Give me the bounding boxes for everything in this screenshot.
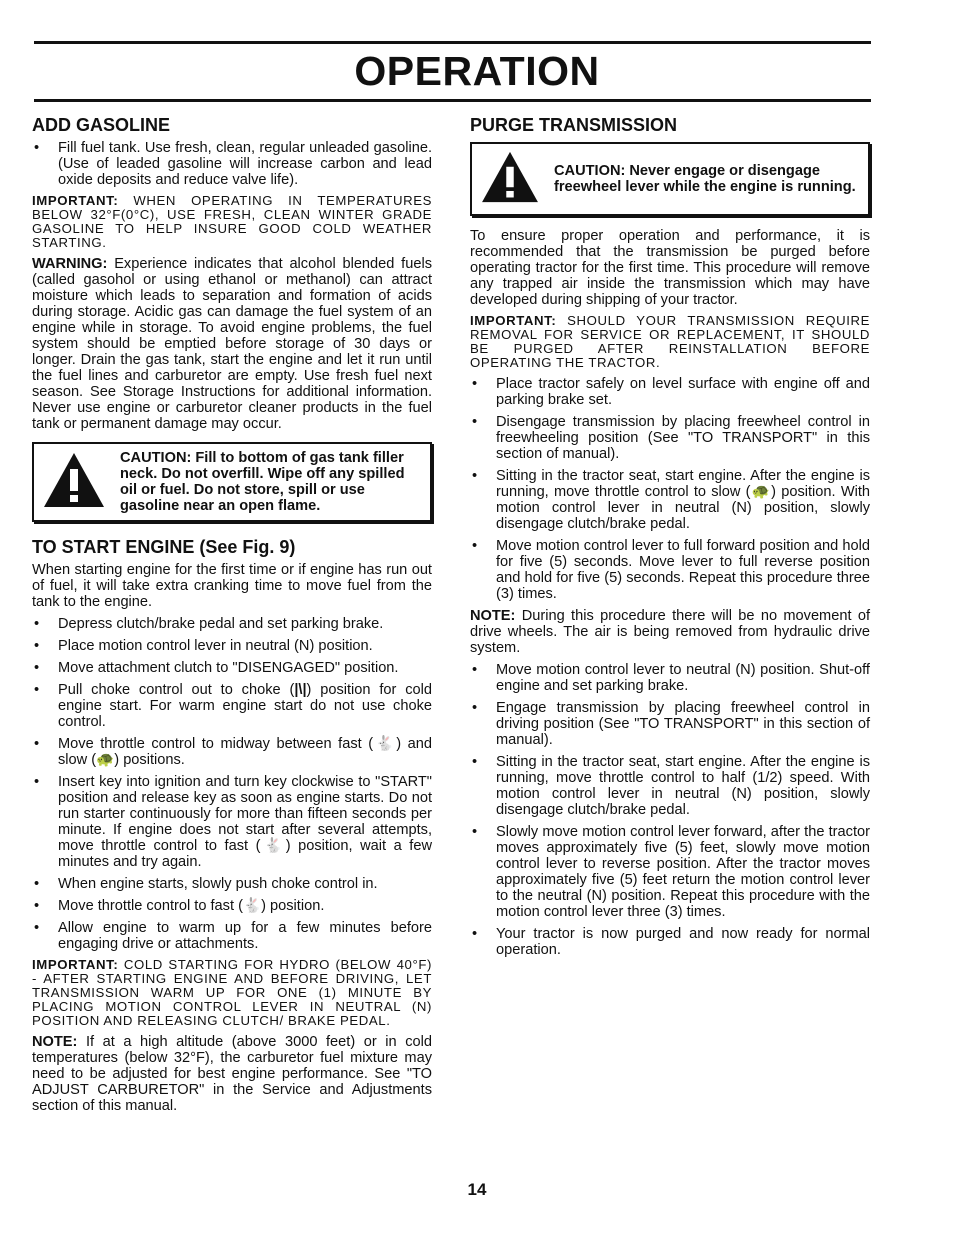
list-item: • Engage transmission by placing freewheel control in driving position (See "TO TRANSPORT" in this section of manual).	[470, 700, 870, 748]
list-item: • Place motion control lever in neutral (N) position.	[32, 638, 432, 654]
purge-steps-list-continued	[470, 662, 870, 958]
page-number: 14	[467, 1180, 487, 1199]
purge-steps-list	[470, 376, 870, 602]
note-label: NOTE:	[470, 608, 516, 624]
list-item	[32, 774, 432, 870]
rabbit-fast-icon: 🐇	[373, 736, 397, 752]
text-part: ) position. With motion control lever in neutral (N) position, slowly disengage clutch/brake pedal.	[496, 484, 871, 532]
start-engine-intro: When starting engine for the first time or if engine has run out of fuel, it will take extra cranking time to move fuel from the tank to the engine.	[32, 562, 432, 610]
text-part: Move throttle control to fast (	[58, 898, 243, 914]
add-gasoline-list	[32, 140, 432, 188]
list-item: • Disengage transmission by placing freewheel control in freewheeling position (See "TO TRANSPORT" in this section of manual).	[470, 414, 870, 462]
list-item: • Slowly move motion control lever forward, after the tractor moves approximately five (5) feet, slowly move motion control lever to reverse position. After the tractor moves approximately five (5) feet return the motion control lever to the neutral (N) position. Repeat this procedure with the motion control lever three (3) times.	[470, 824, 870, 920]
caution-text: CAUTION: Fill to bottom of gas tank filler neck. Do not overfill. Wipe off any spilled oil or fuel. Do not store, spill or use gasoline near an open flame.	[120, 450, 405, 514]
important-note	[32, 958, 432, 1028]
list-item: • Allow engine to warm up for a few minutes before engaging drive or attachments.	[32, 920, 432, 952]
note-text: During this procedure there will be no movement of drive wheels. The air is being removed from hydraulic drive system.	[470, 608, 870, 656]
list-item: • Sitting in the tractor seat, start engine. After the engine is running, move throttle control to half (1/2) speed. With motion control lever in neutral (N) position, slowly disengage clutch/brake pedal.	[470, 754, 870, 818]
warning-paragraph	[32, 256, 432, 432]
list-item: • Move attachment clutch to "DISENGAGED" position.	[32, 660, 432, 676]
text-part: ) position.	[261, 898, 325, 914]
list-item: • Depress clutch/brake pedal and set parking brake.	[32, 616, 432, 632]
list-item	[32, 898, 432, 914]
important-text: WHEN OPERATING IN TEMPERATURES BELOW 32°F(0°C), USE FRESH, CLEAN WINTER GRADE GASOLINE TO HELP INSURE GOOD COLD WEATHER STARTING.	[32, 193, 432, 250]
text-part: ) positions.	[114, 752, 185, 768]
list-item	[470, 468, 870, 532]
rabbit-fast-icon: 🐇	[242, 898, 262, 914]
warning-label: WARNING:	[32, 256, 108, 272]
purge-transmission-heading: PURGE TRANSMISSION	[470, 115, 678, 135]
important-note	[470, 314, 870, 370]
start-engine-list	[32, 616, 432, 952]
list-item: • When engine starts, slowly push choke control in.	[32, 876, 432, 892]
text-part: Move throttle control to midway between fast (	[58, 736, 374, 752]
add-gasoline-heading: ADD GASOLINE	[32, 115, 171, 135]
title-rule	[34, 99, 871, 102]
note-paragraph	[470, 608, 870, 656]
text-part: Insert key into ignition and turn key clockwise to "START" position and release key as soon as engine starts. Do not run starter continuously for more than fifteen seconds per minute. If engine does not start after several attempts, move throttle control to fast (	[58, 774, 432, 854]
list-item: • Fill fuel tank. Use fresh, clean, regular unleaded gasoline. (Use of leaded gasoline will increase carbon and lead oxide deposits and reduce valve life).	[32, 140, 432, 188]
list-item: • Place tractor safely on level surface with engine off and parking brake set.	[470, 376, 870, 408]
list-item	[32, 736, 432, 768]
important-note	[32, 194, 432, 250]
note-paragraph	[32, 1034, 432, 1114]
caution-text: CAUTION: Never engage or disengage freewheel lever while the engine is running.	[554, 163, 856, 195]
important-label: IMPORTANT:	[32, 193, 119, 208]
important-text: COLD STARTING FOR HYDRO (BELOW 40°F) - AFTER STARTING ENGINE AND BEFORE DRIVING, LET TRANSMISSION WARM UP FOR ONE (1) MINUTE BY PLACING MOTION CONTROL LEVER IN NEUTRAL (N) POSITION AND RELEASING CLUTCH/ BRAKE PEDAL.	[32, 957, 432, 1028]
right-column	[470, 114, 870, 964]
text-part: Pull choke control out to choke (	[58, 682, 295, 698]
purge-intro: To ensure proper operation and performance, it is recommended that the transmission be purged before operating tractor for the first time. This procedure will remove any trapped air inside the transmission which may have developed during shipping of your tractor.	[470, 228, 870, 308]
list-item: • Move motion control lever to neutral (N) position. Shut-off engine and set parking brake.	[470, 662, 870, 694]
text-part: ) position for cold engine start. For warm engine start do not use choke control.	[58, 682, 432, 730]
page-title: OPERATION	[354, 48, 600, 94]
text-part: ) and slow (	[58, 736, 433, 768]
top-rule	[34, 41, 871, 44]
fuel-caution-box	[32, 442, 432, 522]
warning-triangle-icon	[480, 150, 540, 208]
text-part: ) position, wait a few minutes and try again.	[58, 838, 432, 870]
important-label: IMPORTANT:	[470, 313, 557, 328]
note-text: If at a high altitude (above 3000 feet) or in cold temperatures (below 32°F), the carburetor fuel mixture may need to be adjusted for best engine performance. See "TO ADJUST CARBURETOR" in the Service and Adjustments section of this manual.	[32, 1034, 432, 1114]
choke-symbol-icon: |\|	[294, 682, 307, 698]
list-item	[32, 682, 432, 730]
warning-triangle-icon	[42, 451, 106, 513]
text-part: Sitting in the tractor seat, start engine. After the engine is running, move throttle control to slow (	[496, 468, 870, 500]
freewheel-caution-box	[470, 142, 870, 216]
note-label: NOTE:	[32, 1034, 78, 1050]
important-label: IMPORTANT:	[32, 957, 119, 972]
warning-text: Experience indicates that alcohol blended fuels (called gasohol or using ethanol or methanol) can attract moisture which leads to separation and formation of acids during storage. Acidic gas can damage the fuel system of an engine while in storage. To avoid engine problems, the fuel system should be emptied before storage of 30 days or longer. Drain the gas tank, start the engine and let it run until the fuel lines and carburetor are empty. Use fresh fuel next season. See Storage Instructions for additional information. Never use engine or carburetor cleaner products in the fuel tank or permanent damage may occur.	[32, 256, 432, 432]
left-column	[32, 114, 432, 1120]
rabbit-fast-icon: 🐇	[260, 838, 286, 854]
start-engine-heading: TO START ENGINE (See Fig. 9)	[32, 537, 296, 557]
important-text: SHOULD YOUR TRANSMISSION REQUIRE REMOVAL FOR SERVICE OR REPLACEMENT, IT SHOULD BE PURGED AFTER REINSTALLATION BEFORE OPERATING THE TRACTOR.	[470, 313, 871, 370]
turtle-slow-icon: 🐢	[750, 484, 772, 500]
turtle-slow-icon: 🐢	[96, 752, 115, 768]
list-item: • Move motion control lever to full forward position and hold for five (5) seconds. Move lever to full reverse position and hold for five (5) seconds. Repeat this procedure three (3) times.	[470, 538, 870, 602]
list-item: • Your tractor is now purged and now ready for normal operation.	[470, 926, 870, 958]
